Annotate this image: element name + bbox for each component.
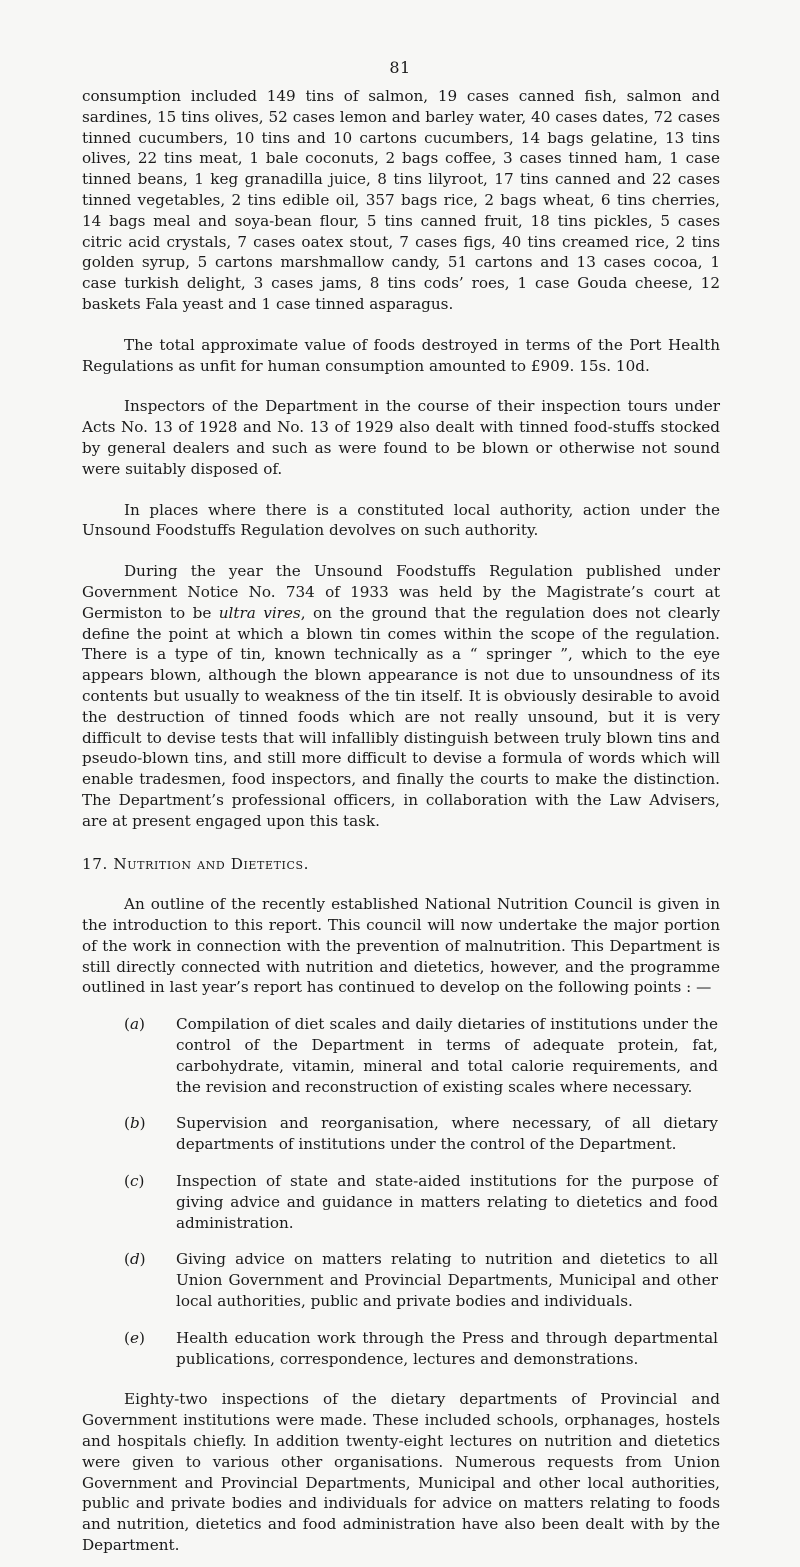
list-item-label: (e) (124, 1328, 145, 1347)
list-item-text: Giving advice on matters relating to nutrition and dietetics to all Union Government and Provincial Departments, Municipal and other local authorities, public and private bodies and individuals. (176, 1250, 718, 1311)
list-item (82, 1113, 720, 1155)
section-title: Nutrition and Dietetics. (113, 854, 310, 873)
page-body (82, 86, 720, 1556)
ultra-vires-italic: ultra vires (218, 603, 301, 622)
paragraph-unsound-foodstuffs-part2: , on the ground that the regulation does not clearly define the point at which a blown tin comes within the scope of the regulation. There is a type of tin, known technically as a “ springer ”, which to the eye appears blown, although the blown appearance is not due to unsoundness of its contents but usually to weakness of the tin itself. It is obviously desirable to avoid the destruction of tinned foods which are not really unsound, but it is very difficult to devise tests that will infallibly distinguish between truly blown tins and pseudo-blown tins, and still more difficult to devise a formula of words which will enable tradesmen, food inspectors, and finally the courts to make the distinction. The Department’s professional officers, in collaboration with the Law Advisers, are at present engaged upon this task. (82, 603, 720, 830)
list-item (82, 1249, 720, 1311)
list-item-text: Compilation of diet scales and daily dietaries of institutions under the control of the Department in terms of adequate protein, fat, carbohydrate, vitamin, mineral and total calorie requirements, and the revision and reconstruction of existing scales where necessary. (176, 1015, 718, 1096)
list-item (82, 1014, 720, 1097)
paragraph-value-destroyed: The total approximate value of foods destroyed in terms of the Port Health Regulations as unfit for human consumption amounted to £909. 15s. 10d. (82, 335, 720, 375)
paragraph-inspections: Eighty-two inspections of the dietary departments of Provincial and Government institutions were made. These included schools, orphanages, hostels and hospitals chiefly. In addition twenty-eight lectures on nutrition and dietetics were given to various other organisations. Numerous requests from Union Government and Provincial Departments, Municipal and other local authorities, public and private bodies and individuals for advice on matters relating to foods and nutrition, dietetics and food administration have also been dealt with by the Department. (82, 1390, 720, 1555)
paragraph-unsound-foodstuffs-part1: During the year the Unsound Foodstuffs Regulation published under Government Notice No. 734 of 1933 was held by the Magistrate’s court at Germiston to be (82, 562, 720, 622)
list-item-label: (c) (124, 1172, 145, 1191)
page-number: 81 (389, 58, 411, 77)
list-item (82, 1328, 720, 1370)
list-item-text: Health education work through the Press and through departmental publications, correspondence, lectures and demonstrations. (176, 1328, 718, 1368)
points-list (82, 1014, 720, 1369)
section-number: 17. (82, 854, 108, 873)
list-item-text: Supervision and reorganisation, where necessary, of all dietary departments of institutions under the control of the Department. (176, 1114, 718, 1154)
paragraph-inspectors: Inspectors of the Department in the course of their inspection tours under Acts No. 13 of 1928 and No. 13 of 1929 also dealt with tinned food-stuffs stocked by general dealers and such as were found to be blown or otherwise not sound were suitably disposed of. (82, 397, 720, 478)
list-item-label: (d) (124, 1250, 146, 1269)
paragraph-nutrition-council: An outline of the recently established National Nutrition Council is given in the introduction to this report. This council will now undertake the major portion of the work in connection with the prevention of malnutrition. This Department is still directly connected with nutrition and dietetics, however, and the programme outlined in last year’s report has continued to develop on the following points : — (82, 895, 720, 997)
paragraph-unsound-foodstuffs (82, 561, 720, 831)
list-item (82, 1171, 720, 1233)
list-item-text: Inspection of state and state-aided institutions for the purpose of giving advice and guidance in matters relating to dietetics and food administration. (176, 1172, 718, 1232)
list-item-label: (a) (124, 1015, 145, 1034)
paragraph-food-list: consumption included 149 tins of salmon, 19 cases canned fish, salmon and sardines, 15 tins olives, 52 cases lemon and barley water, 40 cases dates, 72 cases tinned cucumbers, 10 tins and 10 cartons cucumbers, 14 bags gelatine, 13 tins olives, 22 tins meat, 1 bale coconuts, 2 bags coffee, 3 cases tinned ham, 1 case tinned beans, 1 keg granadilla juice, 8 tins lilyroot, 17 tins canned and 22 cases tinned vegetables, 2 tins edible oil, 357 bags rice, 2 bags wheat, 6 tins cherries, 14 bags meal and soya-bean flour, 5 tins canned fruit, 18 tins pickles, 5 cases citric acid crystals, 7 cases oatex stout, 7 cases figs, 40 tins creamed rice, 2 tins golden syrup, 5 cartons marshmallow candy, 51 cartons and 13 cases cocoa, 1 case turkish delight, 3 cases jams, 8 tins cods’ roes, 1 case Gouda cheese, 12 baskets Fala yeast and 1 case tinned asparagus. (82, 87, 720, 313)
section-heading (82, 854, 720, 875)
paragraph-local-authority: In places where there is a constituted local authority, action under the Unsound Foodstuffs Regulation devolves on such authority. (82, 500, 720, 540)
list-item-label: (b) (124, 1114, 146, 1133)
